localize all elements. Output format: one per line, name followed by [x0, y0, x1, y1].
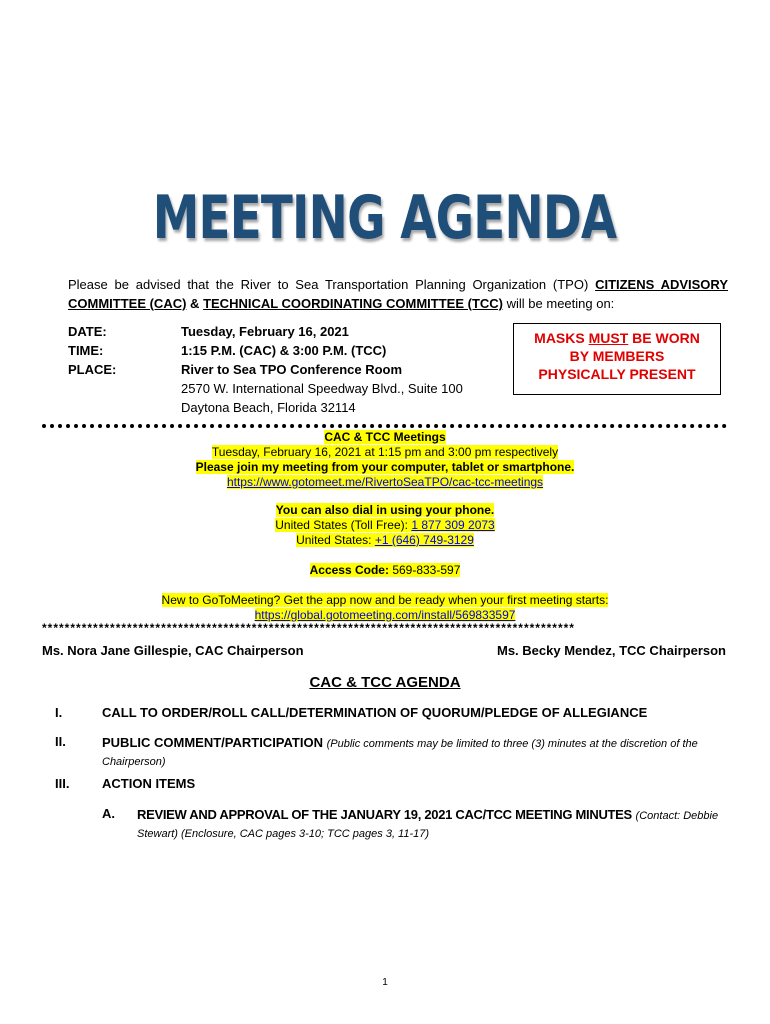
dial-in-block: [0, 503, 770, 548]
page-number: 1: [382, 977, 388, 988]
us-label: United States:: [296, 533, 375, 547]
item-2-block: [102, 734, 728, 771]
date-value: Tuesday, February 16, 2021: [181, 324, 349, 339]
meeting-url-link[interactable]: https://www.gotomeet.me/RivertoSeaTPO/cac-tcc-meetings: [226, 475, 544, 489]
sub-item-note-2: Stewart) (Enclosure, CAC pages 3-10; TCC pages 3, 11-17): [137, 828, 430, 840]
item-number: I.: [55, 705, 63, 720]
online-heading: CAC & TCC Meetings: [324, 430, 446, 444]
tollfree-number-link[interactable]: 1 877 309 2073: [411, 518, 495, 532]
cac-chairperson: Ms. Nora Jane Gillespie, CAC Chairperson: [42, 643, 304, 658]
mask-text-a: MASKS: [534, 330, 589, 346]
intro-text-end: will be meeting on:: [503, 296, 615, 311]
tollfree-label: United States (Toll Free):: [275, 518, 412, 532]
item-text: CALL TO ORDER/ROLL CALL/DETERMINATION OF QUORUM/PLEDGE OF ALLEGIANCE: [102, 705, 648, 720]
access-code-label: Access Code:: [309, 563, 393, 577]
dotted-divider: [42, 424, 727, 428]
item-text: PUBLIC COMMENT/PARTICIPATION: [102, 735, 323, 750]
address-line-1: 2570 W. International Speedway Blvd., Suite 100: [181, 381, 463, 396]
place-value: River to Sea TPO Conference Room: [181, 362, 403, 377]
place-label: PLACE:: [68, 362, 117, 377]
sub-item-number: A.: [102, 806, 115, 821]
item-number: III.: [55, 776, 70, 791]
item-note-2: Chairperson): [102, 756, 166, 768]
time-value: 1:15 P.M. (CAC) & 3:00 P.M. (TCC): [181, 343, 387, 358]
sub-item-note: (Contact: Debbie: [635, 810, 719, 822]
tcc-chairperson: Ms. Becky Mendez, TCC Chairperson: [497, 643, 726, 658]
sub-item-text: REVIEW AND APPROVAL OF THE JANUARY 19, 2021 CAC/TCC MEETING MINUTES: [137, 807, 632, 822]
mask-notice-line-2: BY MEMBERS: [569, 348, 665, 364]
mask-must: MUST: [588, 330, 629, 346]
app-install-link[interactable]: https://global.gotomeeting.com/install/569833597: [254, 608, 516, 622]
dial-heading: You can also dial in using your phone.: [275, 503, 495, 517]
time-label: TIME:: [68, 343, 104, 358]
online-meeting-block: [0, 430, 770, 490]
sub-item-block: [137, 806, 729, 843]
mask-notice-line-3: PHYSICALLY PRESENT: [538, 366, 696, 382]
item-number: II.: [55, 734, 66, 749]
date-label: DATE:: [68, 324, 107, 339]
page-title: MEETING AGENDA: [152, 183, 617, 253]
star-divider: **********************************************************************************************: [42, 621, 575, 635]
access-code-line: [0, 563, 770, 578]
ampersand: &: [186, 296, 204, 311]
online-date-line: Tuesday, February 16, 2021 at 1:15 pm and 3:00 pm respectively: [211, 445, 559, 459]
item-note: (Public comments may be limited to three (3) minutes at the discretion of the: [326, 738, 698, 750]
mask-text-b: BE WORN: [628, 330, 700, 346]
cac-committee-name: CITIZENS ADVISORY COMMITTEE (CAC): [68, 277, 728, 311]
us-number-link[interactable]: +1 (646) 749-3129: [374, 533, 474, 547]
access-code-value: 569-833-597: [392, 563, 461, 577]
tcc-committee-name: TECHNICAL COORDINATING COMMITTEE (TCC): [203, 296, 504, 311]
mask-notice-line-1: [514, 329, 720, 347]
intro-paragraph: [68, 275, 728, 313]
online-join-line: Please join my meeting from your computer, tablet or smartphone.: [195, 460, 575, 474]
app-line: New to GoToMeeting? Get the app now and be ready when your first meeting starts:: [161, 593, 609, 607]
mask-notice-box: [513, 323, 721, 395]
address-line-2: Daytona Beach, Florida 32114: [181, 400, 356, 415]
item-text: ACTION ITEMS: [102, 776, 196, 791]
intro-text: Please be advised that the River to Sea Transportation Planning Organization (TPO): [68, 277, 596, 292]
app-block: [0, 593, 770, 623]
agenda-title: CAC & TCC AGENDA: [309, 674, 461, 691]
